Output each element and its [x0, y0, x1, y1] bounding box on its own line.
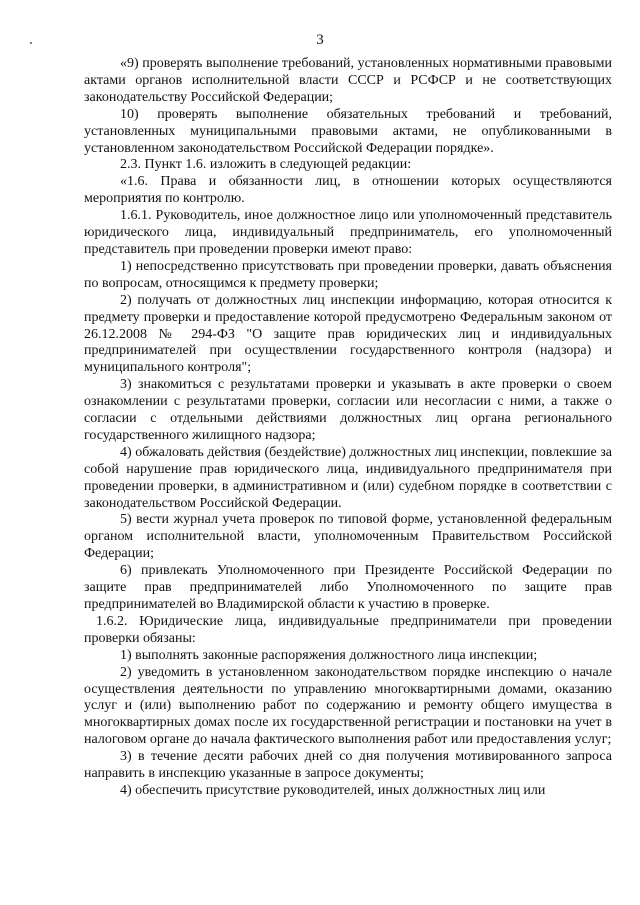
paragraph: 10) проверять выполнение обязательных требований и требований, установленных муниципальными правовыми актами, не опубликованными в установленном законодательством Российской Федерации порядке». [84, 106, 612, 156]
paragraph: 4) обеспечить присутствие руководителей, иных должностных лиц или [120, 782, 546, 798]
paragraph: 2) уведомить в установленном законодательством порядке инспекцию о начале осуществления деятельности по управлению многоквартирными домами, оказанию услуг и (или) выполнению работ по содержанию и ремонту общего имущества в многоквартирных домах после их государственной регистрации и постановки на учет в налоговом органе до начала фактического выполнения работ или предоставления услуг; [84, 664, 612, 748]
paragraph: 3) в течение десяти рабочих дней со дня получения мотивированного запроса направить в инспекцию указанные в запросе документы; [84, 749, 612, 782]
paragraph: 1.6.2. Юридические лица, индивидуальные предприниматели при проведении проверки обязаны: [84, 613, 612, 646]
paragraph: 6) привлекать Уполномоченного при Президенте Российской Федерации по защите прав предпринимателей либо Уполномоченного по защите прав предпринимателей во Владимирской области к участию в проверке. [84, 563, 612, 612]
paragraph: 1) выполнять законные распоряжения должностного лица инспекции; [120, 647, 538, 663]
document-body [84, 56, 612, 800]
paragraph: 2) получать от должностных лиц инспекции информацию, которая относится к предмету проверки и предоставление которой предусмотрено Федеральным законом от 26.12.2008 № 294-ФЗ "О защите прав юридических лиц и индивидуальных предпринимателей при осуществлении государственного контроля (надзора) и муниципального контроля"; [84, 292, 612, 376]
paragraph: 5) вести журнал учета проверок по типовой форме, установленной федеральным органом исполнительной власти, уполномоченным Правительством Российской Федерации; [84, 512, 612, 562]
paragraph: 2.3. Пункт 1.6. изложить в следующей редакции: [120, 157, 412, 173]
paragraph: 1) непосредственно присутствовать при проведении проверки, давать объяснения по вопросам, относящимся к предмету проверки; [84, 258, 612, 291]
paragraph: «9) проверять выполнение требований, установленных нормативными правовыми актами органов исполнительной власти СССР и РСФСР и не соответствующих законодательству Российской Федерации; [84, 56, 612, 105]
paragraph: 4) обжаловать действия (бездействие) должностных лиц инспекции, повлекшие за собой нарушение прав юридического лица, индивидуального предпринимателя при проведении проверки, в административном и (или) судебном порядке в соответствии с законодательством Российской Федерации. [84, 444, 612, 511]
paragraph: 3) знакомиться с результатами проверки и указывать в акте проверки о своем ознакомлении с результатами проверки, согласии или несогласии с ними, а также о согласии с отдельными действиями должностных лиц органа регионального государственного жилищного надзора; [84, 377, 612, 443]
paragraph: 1.6.1. Руководитель, иное должностное лицо или уполномоченный представитель юридического лица, индивидуальный предприниматель, его уполномоченный представитель при проведении проверки имеют право: [84, 208, 612, 257]
page-number: 3 [316, 32, 324, 48]
paragraph: «1.6. Права и обязанности лиц, в отношении которых осуществляются мероприятия по контролю. [84, 174, 612, 207]
